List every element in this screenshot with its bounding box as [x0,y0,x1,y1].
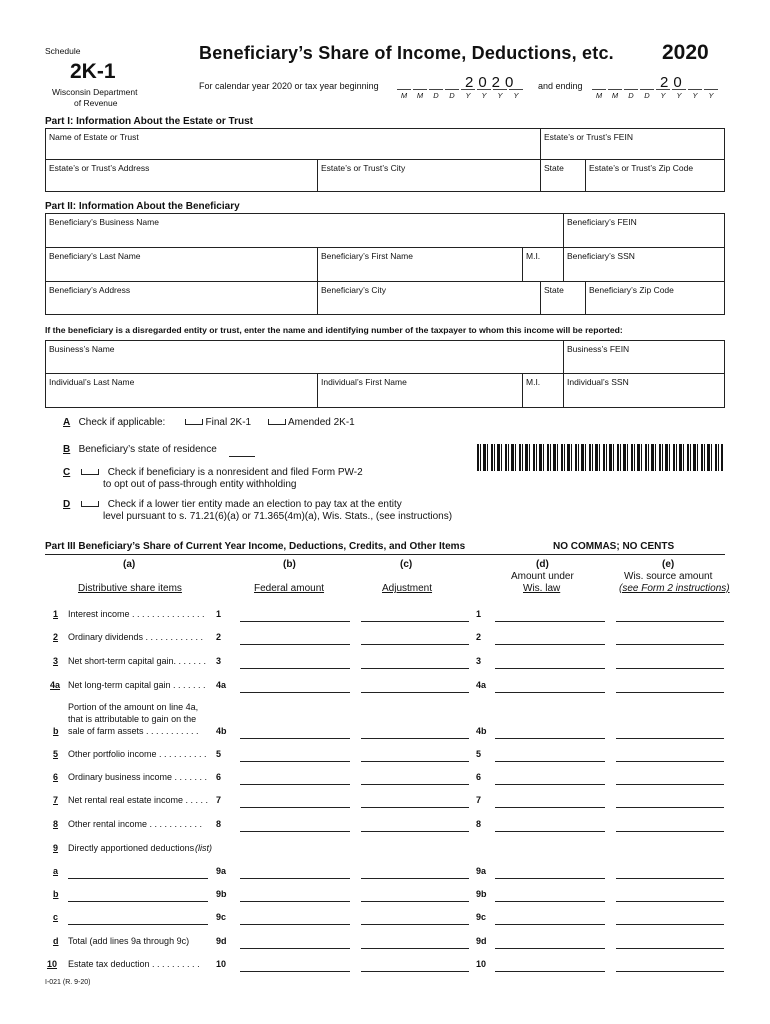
individual-first-label: Individual’s First Name [321,377,407,387]
business-fein-label: Business’s FEIN [567,344,630,354]
line-ref-d: 2 [476,632,482,642]
end-date-slot: Y [688,89,702,100]
line-number: b [53,889,59,899]
col-e-label-1: Wis. source amount [624,571,713,582]
wis-law-amount-input[interactable] [495,794,605,808]
col-d-label-2: Wis. law [523,583,561,594]
federal-amount-input[interactable] [240,771,350,785]
estate-state-cell[interactable] [541,160,586,191]
wis-law-amount-input[interactable] [495,771,605,785]
beneficiary-zip-input[interactable] [588,296,723,312]
form-id: I-021 (R. 9-20) [45,979,91,986]
beneficiary-city-label: Beneficiary’s City [321,285,387,295]
estate-state-input[interactable] [543,173,583,189]
beneficiary-ssn-input[interactable] [566,263,723,279]
estate-state-label: State [544,163,564,173]
business-name-cell[interactable] [46,341,564,374]
check-b-letter: B [63,444,71,455]
check-a-letter: A [63,417,71,428]
schedule-label: Schedule [45,46,81,56]
line-label-2: that is attributable to gain on the [68,714,197,724]
line-ref-d: 6 [476,772,482,782]
business-fein-input[interactable] [566,355,723,371]
line-number: c [53,912,59,922]
individual-ssn-cell[interactable] [564,374,725,407]
part1-heading: Part I: Information About the Estate or Trust [45,116,253,127]
no-commas-note: NO COMMAS; NO CENTS [553,541,675,552]
adjustment-input[interactable] [361,725,469,739]
individual-mi-cell[interactable] [523,374,564,407]
check-a-text: Check if applicable: [78,417,166,428]
wis-law-amount-input[interactable] [495,679,605,693]
line-ref-a: 2 [216,632,222,642]
col-a-header: (a) [123,559,136,570]
ending-text: and ending [538,81,583,91]
estate-city-input[interactable] [320,173,538,189]
check-b-row [63,444,217,455]
line-ref-d: 4a [476,680,487,690]
adjustment-input[interactable] [361,818,469,832]
beneficiary-address-cell[interactable] [46,282,318,314]
business-name-label: Business’s Name [49,344,115,354]
wis-law-amount-input[interactable] [495,935,605,949]
beneficiary-business-label: Beneficiary’s Business Name [49,217,159,227]
wis-law-amount-input[interactable] [495,608,605,622]
estate-zip-cell[interactable] [586,160,725,191]
individual-first-cell[interactable] [318,374,523,407]
wis-source-amount-input[interactable] [616,748,724,762]
adjustment-input[interactable] [361,655,469,669]
check-c-letter: C [63,467,71,478]
line-number: 1 [53,609,59,619]
wis-law-amount-input[interactable] [495,655,605,669]
federal-amount-input[interactable] [240,725,350,739]
end-date-slot: M [592,89,606,100]
deduction-description-input[interactable] [68,911,208,925]
beneficiary-state-cell[interactable] [541,282,586,314]
individual-mi-input[interactable] [525,389,561,405]
beneficiary-first-input[interactable] [320,263,520,279]
end-year-value: 20 [660,74,687,91]
nonresident-pw2-checkbox[interactable] [81,469,99,475]
beneficiary-mi-input[interactable] [525,263,561,279]
col-c-label: Adjustment [382,583,433,594]
estate-fein-input[interactable] [543,141,723,157]
col-b-label: Federal amount [254,583,325,594]
col-b-header: (b) [283,559,296,570]
estate-name-cell[interactable] [46,129,541,160]
line-label-italic: (list) [195,843,212,853]
state-of-residence-input[interactable] [229,443,255,457]
part3-heading: Part III Beneficiary’s Share of Current Year Income, Deductions, Credits, and Other Items [45,541,466,552]
line-number: 4a [50,680,61,690]
check-d-row [63,499,402,510]
line-ref-a: 4b [216,726,227,736]
wis-source-amount-input[interactable] [616,631,724,645]
wis-source-amount-input[interactable] [616,655,724,669]
line-label: Other portfolio income . . . . . . . . . . [68,749,207,759]
line-ref-d: 9d [476,936,487,946]
end-date-slot: M [608,89,622,100]
beneficiary-city-cell[interactable] [318,282,541,314]
end-date-slot: Y [704,89,718,100]
line-label: Other rental income . . . . . . . . . . . [68,819,203,829]
federal-amount-input[interactable] [240,679,350,693]
adjustment-input[interactable] [361,794,469,808]
line-label: Total (add lines 9a through 9c) [68,936,190,946]
wis-source-amount-input[interactable] [616,818,724,832]
beneficiary-zip-cell[interactable] [586,282,725,314]
end-date-slot: Y [672,89,686,100]
col-a-label: Distributive share items [78,583,182,594]
federal-amount-input[interactable] [240,655,350,669]
adjustment-input[interactable] [361,748,469,762]
final-2k1-checkbox[interactable] [185,419,203,425]
part3-divider [45,554,725,555]
line-number: d [53,936,59,946]
beneficiary-business-input[interactable] [48,229,561,245]
federal-amount-input[interactable] [240,631,350,645]
amended-2k1-checkbox[interactable] [268,419,286,425]
federal-amount-input[interactable] [240,888,350,902]
line-ref-d: 9c [476,912,487,922]
end-date-field[interactable] [592,89,718,100]
estate-city-cell[interactable] [318,160,541,191]
line-ref-a: 4a [216,680,227,690]
form-title: Beneficiary’s Share of Income, Deductions, etc. [199,43,614,63]
beneficiary-address-input[interactable] [48,296,315,312]
beneficiary-state-input[interactable] [543,296,583,312]
line-ref-d: 10 [476,959,487,969]
estate-address-cell[interactable] [46,160,318,191]
adjustment-input[interactable] [361,679,469,693]
wis-source-amount-input[interactable] [616,865,724,879]
begin-date-slot: Y [509,89,523,100]
estate-address-input[interactable] [48,173,315,189]
individual-last-cell[interactable] [46,374,318,407]
lower-tier-election-checkbox[interactable] [81,501,99,507]
adjustment-input[interactable] [361,958,469,972]
begin-date-slot: Y [461,89,475,100]
line-label: Directly apportioned deductions [68,843,195,853]
beneficiary-state-label: State [544,285,564,295]
line-ref-a: 6 [216,772,222,782]
beneficiary-fein-label: Beneficiary’s FEIN [567,217,637,227]
federal-amount-input[interactable] [240,935,350,949]
estate-fein-label: Estate’s or Trust’s FEIN [544,132,633,142]
federal-amount-input[interactable] [240,818,350,832]
beneficiary-last-cell[interactable] [46,248,318,282]
begin-date-slot: Y [493,89,507,100]
line-ref-a: 9d [216,936,227,946]
federal-amount-input[interactable] [240,608,350,622]
wis-source-amount-input[interactable] [616,771,724,785]
col-d-label-1: Amount under [511,571,574,582]
estate-fein-cell[interactable] [541,129,725,160]
line-ref-d: 7 [476,795,482,805]
line-ref-a: 7 [216,795,222,805]
wis-law-amount-input[interactable] [495,631,605,645]
check-c-text-2: to opt out of pass-through entity withholding [103,479,297,490]
federal-amount-input[interactable] [240,865,350,879]
line-ref-a: 9a [216,866,227,876]
estate-city-label: Estate’s or Trust’s City [321,163,406,173]
end-date-slot: D [640,89,654,100]
estate-zip-input[interactable] [588,173,723,189]
line-label: Net short-term capital gain. . . . . . . [68,656,207,666]
line-number: 3 [53,656,59,666]
line-label: Net rental real estate income . . . . . [68,795,209,805]
wis-source-amount-input[interactable] [616,794,724,808]
individual-last-input[interactable] [48,389,315,405]
beneficiary-fein-cell[interactable] [564,214,725,248]
adjustment-input[interactable] [361,771,469,785]
line-number: 7 [53,795,59,805]
adjustment-input[interactable] [361,608,469,622]
line-number: 2 [53,632,59,642]
wis-source-amount-input[interactable] [616,888,724,902]
amended-2k1-label: Amended 2K-1 [288,417,355,428]
wis-source-amount-input[interactable] [616,958,724,972]
line-ref-a: 9c [216,912,227,922]
line-number: 5 [53,749,59,759]
line-number: b [53,726,59,736]
beneficiary-last-label: Beneficiary’s Last Name [49,251,141,261]
line-ref-a: 8 [216,819,222,829]
line-label: Estate tax deduction . . . . . . . . . . [68,959,200,969]
line-number: 10 [47,959,58,969]
begin-date-slot: M [413,89,427,100]
adjustment-input[interactable] [361,911,469,925]
line-number: 8 [53,819,59,829]
individual-ssn-input[interactable] [566,389,723,405]
wis-law-amount-input[interactable] [495,911,605,925]
federal-amount-input[interactable] [240,911,350,925]
end-date-slot: D [624,89,638,100]
line-ref-a: 10 [216,959,227,969]
wis-law-amount-input[interactable] [495,748,605,762]
adjustment-input[interactable] [361,865,469,879]
end-date-slot: Y [656,89,670,100]
line-label: Interest income . . . . . . . . . . . . . . . [68,609,205,619]
beneficiary-business-cell[interactable] [46,214,564,248]
wis-source-amount-input[interactable] [616,608,724,622]
business-fein-cell[interactable] [564,341,725,374]
disregarded-heading: If the beneficiary is a disregarded entity or trust, enter the name and identifying number of the taxpayer to whom this income will be reported: [45,325,623,335]
begin-date-slot: D [429,89,443,100]
col-d-header: (d) [536,559,549,570]
part2-grid [45,213,725,315]
line-label: Portion of the amount on line 4a, [68,702,199,712]
beneficiary-ssn-label: Beneficiary’s SSN [567,251,635,261]
check-d-text-1: Check if a lower tier entity made an election to pay tax at the entity [107,499,402,510]
department-name-2: of Revenue [74,98,118,108]
beneficiary-first-cell[interactable] [318,248,523,282]
line-label: Ordinary business income . . . . . . . [68,772,208,782]
check-c-row [63,467,363,478]
line-label: Ordinary dividends . . . . . . . . . . . . [68,632,204,642]
beneficiary-ssn-cell[interactable] [564,248,725,282]
beneficiary-fein-input[interactable] [566,229,723,245]
check-b-text: Beneficiary’s state of residence [78,444,217,455]
individual-first-input[interactable] [320,389,520,405]
adjustment-input[interactable] [361,631,469,645]
line-ref-a: 9b [216,889,227,899]
line-ref-d: 8 [476,819,482,829]
federal-amount-input[interactable] [240,748,350,762]
adjustment-input[interactable] [361,888,469,902]
federal-amount-input[interactable] [240,794,350,808]
department-name: Wisconsin Department [52,87,138,97]
line-ref-a: 5 [216,749,222,759]
line-number: a [53,866,59,876]
beneficiary-address-label: Beneficiary’s Address [49,285,131,295]
part1-grid [45,128,725,192]
beneficiary-first-label: Beneficiary’s First Name [321,251,413,261]
estate-name-label: Name of Estate or Trust [49,132,139,142]
business-name-input[interactable] [48,355,561,371]
check-c-text-1: Check if beneficiary is a nonresident and filed Form PW-2 [107,467,363,478]
begin-year-value: 2020 [465,74,519,91]
beneficiary-city-input[interactable] [320,296,538,312]
line-ref-a: 1 [216,609,222,619]
check-a-row [63,417,355,428]
begin-date-slot: D [445,89,459,100]
adjustment-input[interactable] [361,935,469,949]
beneficiary-last-input[interactable] [48,263,315,279]
wis-source-amount-input[interactable] [616,725,724,739]
col-e-label-2: (see Form 2 instructions) [619,583,730,594]
deduction-description-input[interactable] [68,865,208,879]
estate-zip-label: Estate’s or Trust’s Zip Code [589,163,694,173]
line-ref-d: 4b [476,726,487,736]
wis-source-amount-input[interactable] [616,935,724,949]
wis-law-amount-input[interactable] [495,888,605,902]
line-ref-d: 1 [476,609,482,619]
check-d-letter: D [63,499,71,510]
individual-last-label: Individual’s Last Name [49,377,135,387]
estate-name-input[interactable] [48,141,538,157]
check-d-text-2: level pursuant to s. 71.21(6)(a) or 71.365(4m)(a), Wis. Stats., (see instructions) [103,511,453,522]
barcode [477,444,723,471]
line-ref-d: 3 [476,656,482,666]
wis-law-amount-input[interactable] [495,865,605,879]
individual-ssn-label: Individual’s SSN [567,377,629,387]
line-ref-d: 9a [476,866,487,876]
calendar-year-text: For calendar year 2020 or tax year beginning [199,81,379,91]
line-label: Net long-term capital gain . . . . . . . [68,680,206,690]
beneficiary-mi-cell[interactable] [523,248,564,282]
col-c-header: (c) [400,559,413,570]
tax-year: 2020 [662,41,709,64]
col-e-header: (e) [662,559,675,570]
beneficiary-mi-label: M.I. [526,251,541,261]
wis-law-amount-input[interactable] [495,958,605,972]
beneficiary-zip-label: Beneficiary’s Zip Code [589,285,674,295]
line-number: 6 [53,772,59,782]
line-number: 9 [53,843,59,853]
federal-amount-input[interactable] [240,958,350,972]
wis-law-amount-input[interactable] [495,818,605,832]
part2-heading: Part II: Information About the Beneficiary [45,201,240,212]
begin-date-slot: M [397,89,411,100]
disregarded-grid [45,340,725,408]
line-label-3: sale of farm assets . . . . . . . . . . . [68,726,199,736]
begin-date-slot: Y [477,89,491,100]
form-number: 2K-1 [70,60,116,83]
line-ref-d: 9b [476,889,487,899]
line-ref-d: 5 [476,749,482,759]
line-ref-a: 3 [216,656,222,666]
individual-mi-label: M.I. [526,377,541,387]
wis-source-amount-input[interactable] [616,911,724,925]
wis-law-amount-input[interactable] [495,725,605,739]
final-2k1-label: Final 2K-1 [205,417,252,428]
wis-source-amount-input[interactable] [616,679,724,693]
deduction-description-input[interactable] [68,888,208,902]
estate-address-label: Estate’s or Trust’s Address [49,163,150,173]
